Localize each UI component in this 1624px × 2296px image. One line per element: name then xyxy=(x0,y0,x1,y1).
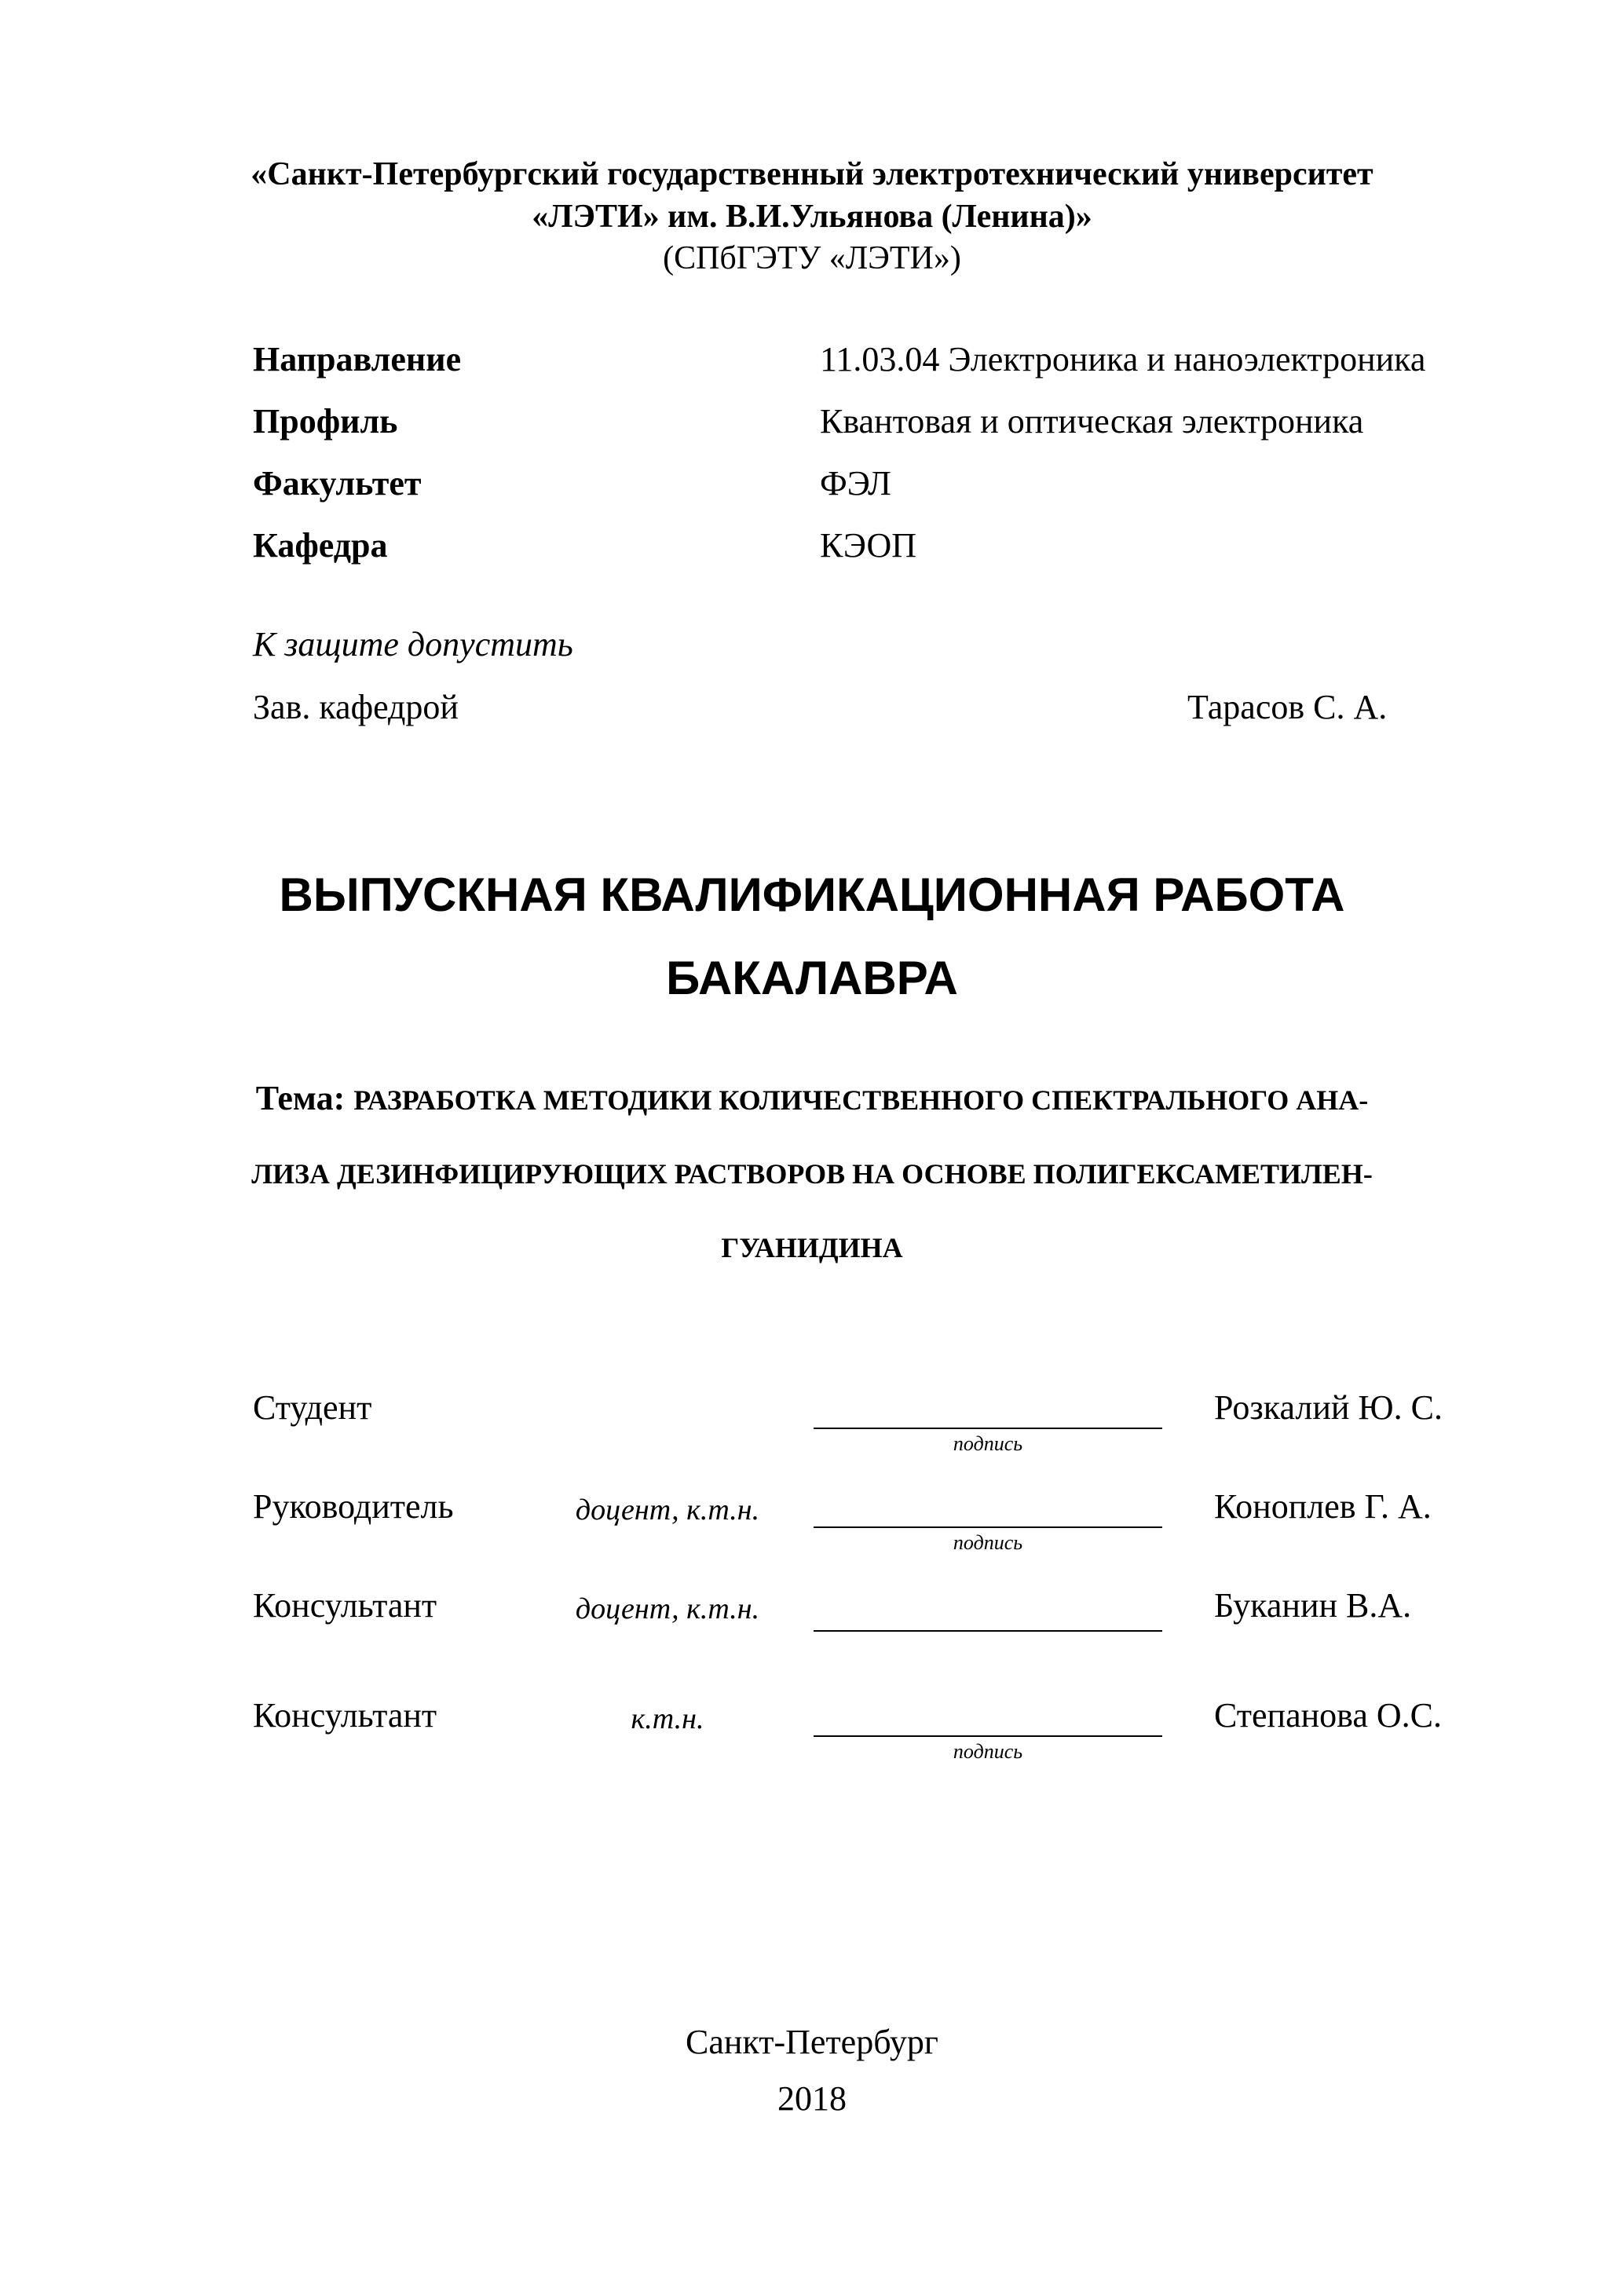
admit-to-defense: К защите допустить xyxy=(253,625,573,664)
university-name-line2: «ЛЭТИ» им. В.И.Ульянова (Ленина)» xyxy=(532,199,1092,235)
supervisor-degree: доцент, к.т.н. xyxy=(575,1493,760,1526)
topic-text-line3: ГУАНИДИНА xyxy=(721,1232,903,1263)
faculty-label: Факультет xyxy=(253,464,422,503)
consultant2-signature-caption: подпись xyxy=(953,1740,1023,1763)
document-title-line1: ВЫПУСКНАЯ КВАЛИФИКАЦИОННАЯ РАБОТА xyxy=(279,868,1345,921)
supervisor-signature-caption: подпись xyxy=(953,1531,1023,1554)
consultant1-signature-line xyxy=(814,1630,1162,1632)
student-role: Студент xyxy=(253,1388,372,1427)
faculty-value: ФЭЛ xyxy=(820,464,891,503)
direction-label: Направление xyxy=(253,340,462,378)
university-name-line1: «Санкт-Петербургский государственный электротехнический университет xyxy=(251,156,1373,192)
topic-text-line2: ЛИЗА ДЕЗИНФИЦИРУЮЩИХ РАСТВОРОВ НА ОСНОВЕ ПОЛИГЕКСАМЕТИЛЕН- xyxy=(251,1158,1373,1190)
head-of-department-name: Тарасов С. А. xyxy=(1187,688,1388,726)
topic-text-line1: РАЗРАБОТКА МЕТОДИКИ КОЛИЧЕСТВЕННОГО СПЕКТРАЛЬНОГО АНА- xyxy=(353,1084,1369,1116)
profile-label: Профиль xyxy=(253,402,398,441)
direction-value: 11.03.04 Электроника и наноэлектроника xyxy=(820,340,1426,378)
topic-label: Тема: xyxy=(255,1079,354,1117)
consultant2-role: Консультант xyxy=(253,1696,437,1735)
consultant2-signature-line xyxy=(814,1735,1162,1737)
student-name: Розкалий Ю. С. xyxy=(1214,1388,1443,1427)
consultant1-role: Консультант xyxy=(253,1586,437,1625)
student-signature-line xyxy=(814,1428,1162,1429)
head-of-department-label: Зав. кафедрой xyxy=(253,688,459,726)
supervisor-signature-line xyxy=(814,1526,1162,1528)
department-value: КЭОП xyxy=(820,526,917,565)
supervisor-name: Коноплев Г. А. xyxy=(1214,1487,1432,1526)
consultant2-degree: к.т.н. xyxy=(631,1702,704,1735)
consultant2-name: Степанова О.С. xyxy=(1214,1696,1442,1735)
consultant1-name: Буканин В.А. xyxy=(1214,1586,1412,1625)
profile-value: Квантовая и оптическая электроника xyxy=(820,402,1364,441)
student-signature-caption: подпись xyxy=(953,1432,1023,1455)
footer-year: 2018 xyxy=(777,2079,847,2118)
consultant1-degree: доцент, к.т.н. xyxy=(575,1592,760,1625)
footer-city: Санкт-Петербург xyxy=(686,2023,938,2061)
topic-line1 xyxy=(0,1077,1624,1121)
supervisor-role: Руководитель xyxy=(253,1487,454,1526)
document-title-line2: БАКАЛАВРА xyxy=(666,952,958,1004)
department-label: Кафедра xyxy=(253,526,388,565)
university-abbreviation: (СПбГЭТУ «ЛЭТИ») xyxy=(663,240,961,276)
